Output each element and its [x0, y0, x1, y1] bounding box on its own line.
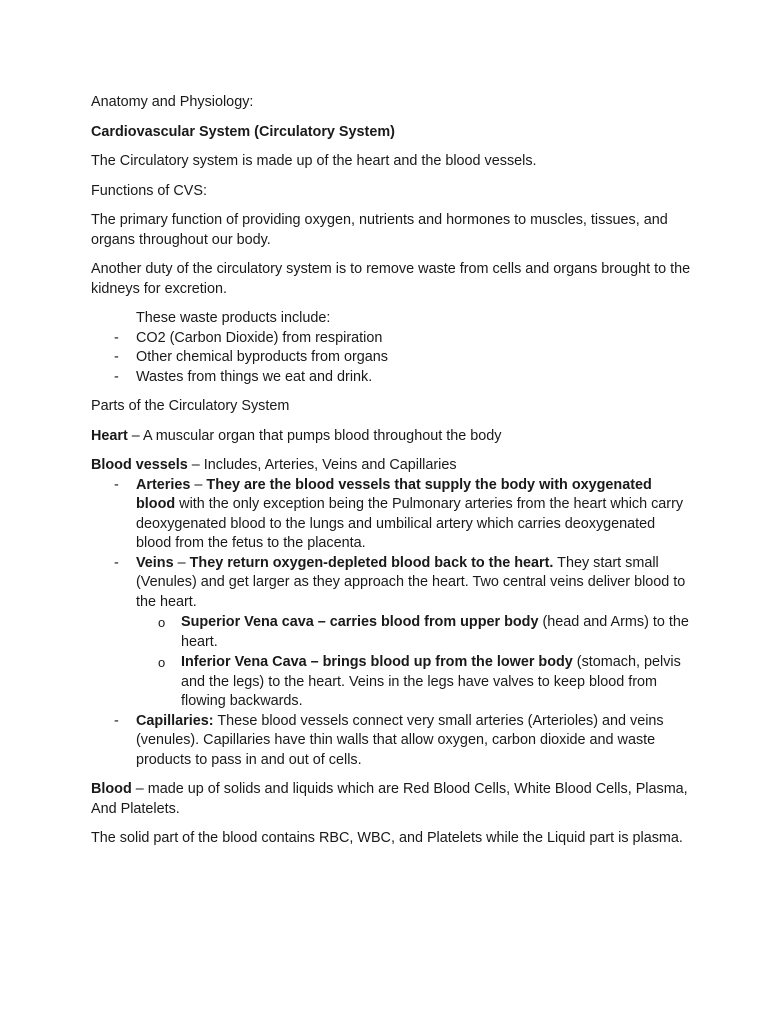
circle-bullet: o — [158, 615, 166, 630]
blood-paragraph — [91, 780, 691, 819]
list-item-veins — [91, 554, 691, 712]
dash-bullet: - — [114, 368, 119, 385]
function-primary-paragraph: The primary function of providing oxygen, nutrients and hormones to muscles, tissues, and organs throughout our body. — [91, 212, 668, 248]
doc-heading: Anatomy and Physiology: — [91, 94, 254, 110]
veins-text: They start small (Venules) and get larger as they approach the heart. Two central veins deliver blood to the heart. — [136, 554, 686, 610]
capillaries-term: Capillaries: — [136, 712, 214, 729]
inferior-vena-cava-bold: Inferior Vena Cava – brings blood up from the lower body — [181, 654, 573, 670]
superior-vena-cava-text: (head and Arms) to the heart. — [181, 614, 689, 650]
blood-parts-paragraph: The solid part of the blood contains RBC, WBC, and Platelets while the Liquid part is plasma. — [91, 830, 683, 846]
capillaries-text: These blood vessels connect very small arteries (Arterioles) and veins (venules). Capillaries have thin walls that allow oxygen, carbon dioxide and waste products to pass in and out of cells. — [136, 712, 664, 768]
vessels-description: – Includes, Arteries, Veins and Capillaries — [187, 457, 457, 473]
arteries-term: Arteries — [136, 476, 191, 493]
veins-bold-text: They return oxygen-depleted blood back to the heart. — [189, 554, 554, 571]
list-item-inferior-vena-cava — [136, 653, 691, 712]
list-item-text: Other chemical byproducts from organs — [136, 349, 388, 365]
arteries-bold-text: They are the blood vessels that supply the body with oxygenated blood — [136, 476, 652, 512]
function-secondary-paragraph: Another duty of the circulatory system is to remove waste from cells and organs brought to the kidneys for excretion. — [91, 261, 691, 297]
dash-bullet: - — [114, 349, 119, 365]
vessels-paragraph — [91, 456, 691, 476]
list-item-text: Wastes from things we eat and drink. — [136, 368, 373, 385]
dash-bullet: - — [114, 712, 119, 729]
vessels-term: Blood vessels — [91, 457, 188, 473]
vena-cava-list — [136, 613, 691, 712]
heart-term: Heart — [91, 427, 128, 444]
heart-paragraph — [91, 427, 691, 447]
circle-bullet: o — [158, 655, 166, 670]
veins-sep: – — [173, 554, 190, 571]
dash-bullet: - — [114, 554, 119, 571]
intro-paragraph: The Circulatory system is made up of the heart and the blood vessels. — [91, 153, 537, 169]
heart-description: – A muscular organ that pumps blood throughout the body — [127, 427, 502, 444]
list-item — [91, 348, 691, 368]
list-item-capillaries — [91, 712, 691, 771]
veins-term: Veins — [136, 554, 174, 571]
vessels-list — [91, 476, 691, 771]
blood-term: Blood — [91, 781, 132, 797]
dash-bullet: - — [114, 329, 119, 346]
waste-intro: These waste products include: — [136, 310, 331, 326]
functions-heading: Functions of CVS: — [91, 182, 207, 199]
document-page — [91, 93, 691, 849]
list-item — [91, 329, 691, 349]
list-item — [91, 368, 691, 388]
superior-vena-cava-bold: Superior Vena cava – carries blood from upper body — [181, 614, 539, 630]
list-item-arteries — [91, 476, 691, 554]
list-item-text: CO2 (Carbon Dioxide) from respiration — [136, 329, 383, 346]
arteries-text: with the only exception being the Pulmonary arteries from the heart which carry deoxygenated blood to the lungs and umbilical artery which carries deoxygenated blood from the fetus to the placenta. — [136, 496, 684, 551]
waste-list — [91, 329, 691, 388]
parts-heading: Parts of the Circulatory System — [91, 398, 290, 414]
doc-title: Cardiovascular System (Circulatory System) — [91, 123, 395, 140]
dash-bullet: - — [114, 476, 119, 493]
arteries-sep: – — [190, 476, 207, 493]
inferior-vena-cava-text: (stomach, pelvis and the legs) to the heart. Veins in the legs have valves to keep blood from flowing backwards. — [181, 654, 681, 709]
list-item-superior-vena-cava — [136, 613, 691, 652]
blood-description: – made up of solids and liquids which are Red Blood Cells, White Blood Cells, Plasma, And Platelets. — [91, 781, 688, 817]
